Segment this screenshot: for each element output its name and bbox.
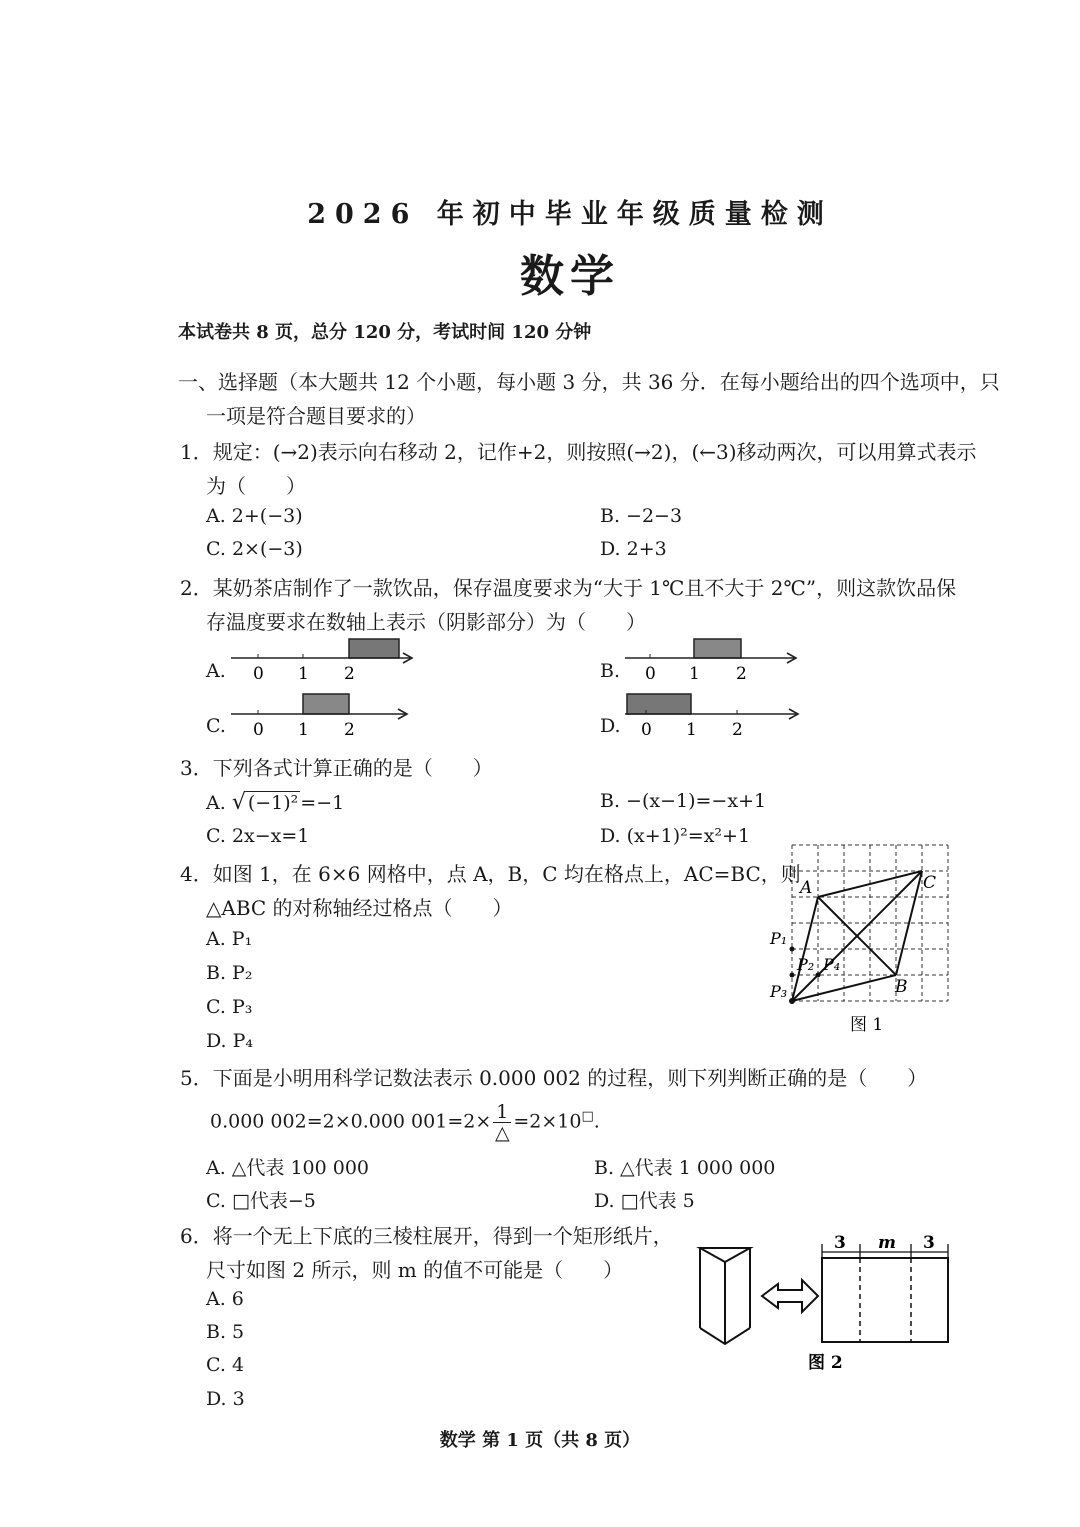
q2-option-b-label: B. [600, 660, 621, 682]
q2-b-tick-1: 1 [689, 664, 700, 684]
q2-b-tick-2: 2 [736, 664, 747, 684]
q4-stem-line1: 4．如图 1，在 6×6 网格中，点 A，B，C 均在格点上，AC=BC，则 [180, 862, 801, 886]
q2-c-tick-2: 2 [344, 720, 355, 740]
fig1-label-b: B [895, 977, 908, 997]
q6-option-c: C. 4 [206, 1354, 245, 1376]
q2-number-line-c [226, 690, 416, 740]
fig1-label-p2-inner: P₂ [797, 955, 815, 974]
q3-a-tail: =−1 [300, 792, 345, 814]
q1-stem-line1: 1．规定：(→2)表示向右移动 2，记作+2，则按照(→2)，(←3)移动两次，可以用算式表示 [180, 440, 977, 464]
q2-a-tick-2: 2 [344, 664, 355, 684]
q4-option-a: A. P₁ [206, 928, 253, 950]
unfold-arrow-icon [762, 1280, 818, 1312]
q4-option-d: D. P₄ [206, 1030, 254, 1052]
q2-option-a-label: A. [206, 660, 226, 682]
q2-a-shaded-region [349, 639, 399, 658]
q4-figure-grid [762, 840, 962, 1040]
q2-option-c-label: C. [206, 715, 226, 737]
fig1-caption: 图 1 [850, 1015, 884, 1035]
q5-formula-right: =2×10 [513, 1110, 582, 1133]
fig1-label-a: A [800, 878, 813, 898]
q5-frac-numerator: 1 [493, 1102, 511, 1123]
q5-option-a: A. △代表 100 000 [206, 1157, 370, 1179]
q2-number-line-d [622, 690, 802, 740]
exam-info: 本试卷共 8 页，总分 120 分，考试时间 120 分钟 [178, 322, 592, 343]
section-heading-line1: 一、选择题（本大题共 12 个小题，每小题 3 分，共 36 分．在每小题给出的四个选项中，只 [178, 370, 1000, 394]
fig1-label-c: C [923, 873, 937, 893]
q1-option-d: D. 2+3 [600, 538, 667, 560]
q6-option-d: D. 3 [206, 1388, 245, 1410]
subject-title: 数学 [520, 251, 620, 302]
q3-a-radicand: (−1)² [247, 792, 299, 814]
q2-d-shaded-region [627, 694, 691, 714]
fig1-label-p4: P₄ [823, 955, 841, 974]
q2-a-tick-1: 1 [298, 664, 309, 684]
q5-option-c: C. □代表−5 [206, 1190, 316, 1212]
q5-option-d: D. □代表 5 [594, 1190, 695, 1212]
q4-stem-line2: △ABC 的对称轴经过格点（ ） [206, 896, 513, 920]
q6-figure [690, 1228, 960, 1378]
q3-option-a [206, 790, 344, 815]
sqrt-symbol-icon: √ [231, 790, 246, 815]
unfolded-rectangle [822, 1258, 948, 1342]
q2-c-tick-1: 1 [298, 720, 309, 740]
q1-stem-line2: 为（ ） [206, 474, 306, 498]
q4-option-b: B. P₂ [206, 962, 253, 984]
q2-d-tick-0: 0 [641, 720, 652, 740]
q5-option-b: B. △代表 1 000 000 [594, 1157, 776, 1179]
q5-frac-denominator: △ [495, 1122, 510, 1144]
q3-option-d: D. (x+1)²=x²+1 [600, 825, 751, 847]
fig1-label-p1: P₁ [770, 929, 788, 948]
q2-a-tick-0: 0 [253, 664, 264, 684]
section-heading-line2: 一项是符合题目要求的） [206, 404, 426, 428]
q2-stem-line2: 存温度要求在数轴上表示（阴影部分）为（ ） [206, 610, 646, 634]
fig2-dim-left: 3 [834, 1233, 846, 1253]
fig1-label-p3: P₃ [770, 982, 788, 1001]
q6-option-b: B. 5 [206, 1321, 245, 1343]
fig2-dim-right: 3 [923, 1233, 935, 1253]
q1-option-c: C. 2×(−3) [206, 538, 303, 560]
triangular-prism-icon [700, 1248, 750, 1344]
exam-title: 2026 年初中毕业年级质量检测 [307, 199, 833, 230]
q5-formula-end: . [593, 1110, 600, 1133]
q4-option-c: C. P₃ [206, 996, 253, 1018]
q2-number-line-b [622, 634, 802, 684]
q5-formula-left: 0.000 002=2×0.000 001=2× [210, 1110, 492, 1133]
q3-option-c: C. 2x−x=1 [206, 825, 310, 847]
fig2-dim-middle: m [878, 1233, 896, 1253]
q5-formula-exponent: □ [581, 1109, 594, 1125]
q1-option-b: B. −2−3 [600, 505, 683, 527]
q1-option-a: A. 2+(−3) [206, 505, 303, 527]
q6-stem-line2: 尺寸如图 2 所示，则 m 的值不可能是（ ） [206, 1258, 624, 1282]
page-footer: 数学 第 1 页（共 8 页） [439, 1430, 641, 1451]
q5-fraction [493, 1102, 511, 1143]
q6-stem-line1: 6．将一个无上下底的三棱柱展开，得到一个矩形纸片， [180, 1224, 673, 1248]
q2-b-shaded-region [694, 639, 741, 658]
q2-d-tick-1: 1 [686, 720, 697, 740]
q3-stem: 3．下列各式计算正确的是（ ） [180, 756, 493, 780]
q2-d-tick-2: 2 [732, 720, 743, 740]
q2-stem-line1: 2．某奶茶店制作了一款饮品，保存温度要求为“大于 1℃且不大于 2℃”，则这款饮品保 [180, 576, 957, 600]
q2-number-line-a [226, 634, 416, 684]
q5-formula [210, 1102, 600, 1143]
q2-b-tick-0: 0 [645, 664, 656, 684]
fig2-caption: 图 2 [808, 1353, 843, 1373]
q2-option-d-label: D. [600, 715, 621, 737]
q3-option-b: B. −(x−1)=−x+1 [600, 790, 767, 812]
q3-a-prefix: A. [206, 792, 226, 814]
q6-option-a: A. 6 [206, 1288, 244, 1310]
q2-c-shaded-region [303, 694, 349, 714]
q2-c-tick-0: 0 [253, 720, 264, 740]
q5-stem: 5．下面是小明用科学记数法表示 0.000 002 的过程，则下列判断正确的是（ ） [180, 1066, 928, 1090]
